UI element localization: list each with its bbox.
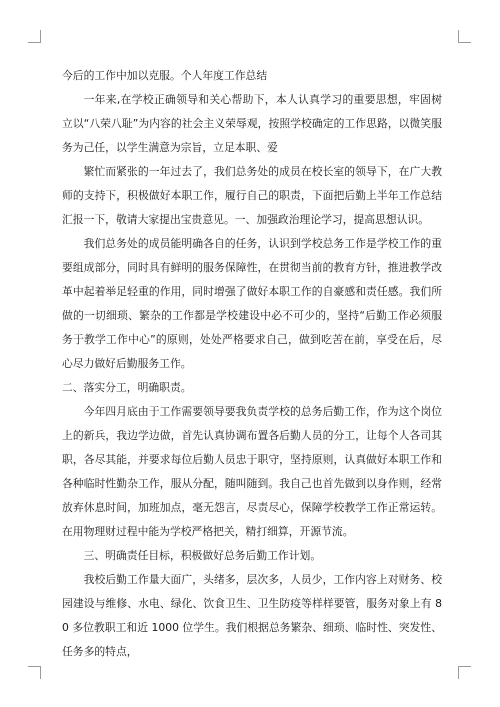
section-heading-2: 二、落实分工，明确职责。: [62, 381, 192, 394]
crop-mark-bottom-right: [458, 666, 471, 679]
paragraph-6: 我校后勤工作量大面广，头绪多，层次多，人员少，工作内容上对财务、校园建设与维修、水电、绿化、饮食卫生、卫生防疫等样样要管，服务对象上有 80 多位教职工和近 1000 位学生。我们根据总务繁杂、细琐、临时性、突发性、任务多的特点，: [62, 573, 442, 658]
paragraph-4: 我们总务处的成员能明确各自的任务，认识到学校总务工作是学校工作的重要组成部分，同时具有鲜明的服务保障性，在贯彻当前的教育方针，推进教学改革中起着举足轻重的作用，同时增强了做好本职工作的自豪感和责任感。我们所做的一切细琐、繁杂的工作都是学校建设中必不可少的，坚持“后勤工作必须服务于教学工作中心”的原则，处处严格要求自己，做到吃苦在前，享受在后，尽心尽力做好后勤服务工作。: [62, 237, 442, 370]
paragraph-2: 一年来,在学校正确领导和关心帮助下，本人认真学习的重要思想，牢固树立以“八荣八耻”为内容的社会主义荣辱观，按照学校确定的工作思路，以微笑服务为己任，以学生满意为宗旨，立足本职、爱: [62, 93, 442, 154]
crop-mark-top-left: [28, 30, 41, 43]
paragraph-1: 今后的工作中加以克服。个人年度工作总结: [62, 69, 268, 82]
document-body: [62, 64, 442, 664]
crop-mark-bottom-left: [28, 666, 41, 679]
paragraph-3: 繁忙而紧张的一年过去了，我们总务处的成员在校长室的领导下，在广大教师的支持下，积极做好本职工作，履行自己的职责，下面把后勤上半年工作总结汇报一下，敬请大家提出宝贵意见。一、加强政治理论学习，提高思想认识。: [62, 165, 442, 226]
section-heading-3: 三、明确责任目标，积极做好总务后勤工作计划。: [83, 549, 322, 562]
crop-mark-top-right: [458, 30, 471, 43]
paragraph-5: 今年四月底由于工作需要领导要我负责学校的总务后勤工作，作为这个岗位上的新兵，我边学边做，首先认真协调布置各后勤人员的分工，让每个人各司其职，各尽其能，并要求每位后勤人员忠于职守，坚持原则，认真做好本职工作和各种临时性勤杂工作，服从分配，随叫随到。我自己也首先做到以身作则，经常放弃休息时间，加班加点，毫无怨言，尽责尽心，保障学校教学工作正常运转。在用物理财过程中能为学校严格把关，精打细算，开源节流。: [62, 405, 442, 538]
